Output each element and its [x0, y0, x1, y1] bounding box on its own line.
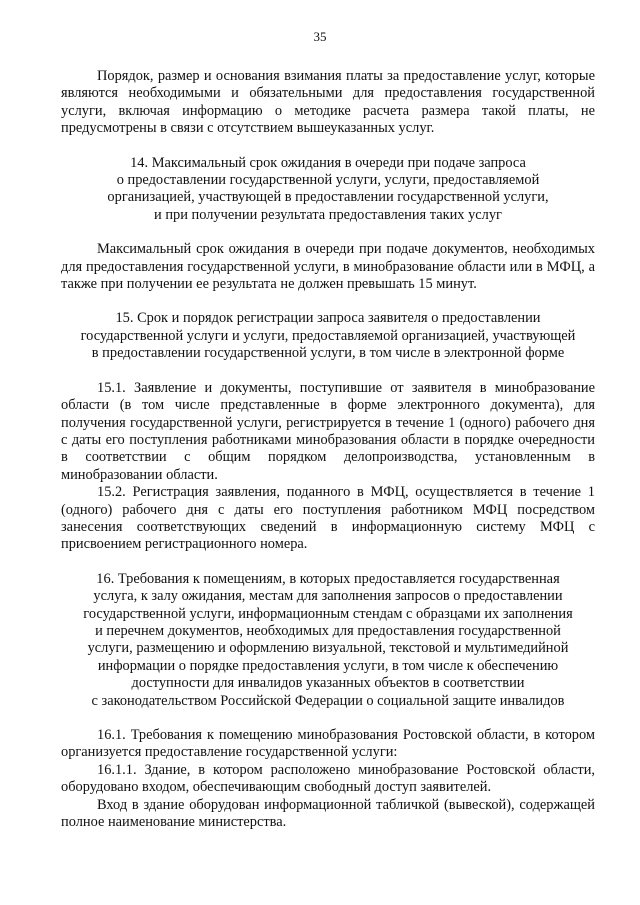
heading-line: услуги, размещению и оформлению визуальной, текстовой и мультимедийной — [87, 640, 569, 657]
paragraph: 15.1. Заявление и документы, поступившие от заявителя в минобразование области (в том числе представленные в форме электронного документа), для получения государственной услуги, регистрируется в течение 1 (одного) рабочего дня с даты его поступления работниками минобразования области в порядке очередности в соответствии с общим порядком делопроизводства, установленным в минобразовании области. — [61, 379, 595, 483]
heading-line: и перечнем документов, необходимых для предоставления государственной — [95, 622, 561, 639]
paragraph: Порядок, размер и основания взимания платы за предоставление услуг, которые являются необходимыми и обязательными для предоставления государственной услуги, включая информацию о методике расчета размера такой платы, не предусмотрены в связи с отсутствием вышеуказанных услуг. — [61, 68, 595, 137]
heading-line: 14. Максимальный срок ожидания в очереди при подаче запроса — [130, 154, 526, 171]
paragraph: Максимальный срок ожидания в очереди при подаче документов, необходимых для предоставления государственной услуги, в минобразование области или в МФЦ, а также при получении ее результата не должен превышать 15 минут. — [61, 241, 595, 293]
heading-line: государственной услуги, информационным стендам с образцами их заполнения — [83, 605, 573, 622]
section-spacer — [61, 710, 595, 727]
section-spacer — [61, 138, 595, 155]
heading-line: государственной услуги и услуги, предоставляемой организацией, участвующей — [80, 327, 576, 344]
heading-line: организацией, участвующей в предоставлении государственной услуги, — [107, 189, 549, 206]
heading-line: 16. Требования к помещениям, в которых предоставляется государственная — [96, 570, 560, 587]
paragraph: 16.1.1. Здание, в котором расположено минобразование Ростовской области, оборудовано входом, обеспечивающим свободный доступ заявителей. — [61, 761, 595, 796]
heading-line: услуга, к залу ожидания, местам для заполнения запросов о предоставлении — [93, 588, 563, 605]
heading-line: с законодательством Российской Федерации о социальной защите инвалидов — [91, 692, 565, 709]
heading-line: в предоставлении государственной услуги, в том числе в электронной форме — [91, 345, 565, 362]
document-body — [61, 68, 595, 831]
heading-line: и при получении результата предоставления таких услуг — [154, 206, 502, 223]
heading-line: 15. Срок и порядок регистрации запроса заявителя о предоставлении — [115, 310, 541, 327]
paragraph: 15.2. Регистрация заявления, поданного в МФЦ, осуществляется в течение 1 (одного) рабочего дня с даты его поступления работником МФЦ посредством занесения соответствующих сведений в информационную систему МФЦ с присвоением регистрационного номера. — [61, 484, 595, 553]
section-heading — [61, 310, 595, 362]
section-heading — [61, 155, 595, 225]
heading-line: доступности для инвалидов указанных объектов в соответствии — [131, 675, 525, 692]
heading-line: о предоставлении государственной услуги, услуги, предоставляемой — [116, 172, 540, 189]
heading-line: информации о порядке предоставления услуги, в том числе к обеспечению — [97, 657, 559, 674]
page-number: 35 — [313, 29, 327, 44]
section-heading — [61, 571, 595, 710]
section-spacer — [61, 293, 595, 310]
section-spacer — [61, 224, 595, 241]
section-spacer — [61, 363, 595, 380]
section-spacer — [61, 554, 595, 571]
paragraph: Вход в здание оборудован информационной табличкой (вывеской), содержащей полное наименование министерства. — [61, 796, 595, 831]
paragraph: 16.1. Требования к помещению минобразования Ростовской области, в котором организуется предоставление государственной услуги: — [61, 727, 595, 761]
